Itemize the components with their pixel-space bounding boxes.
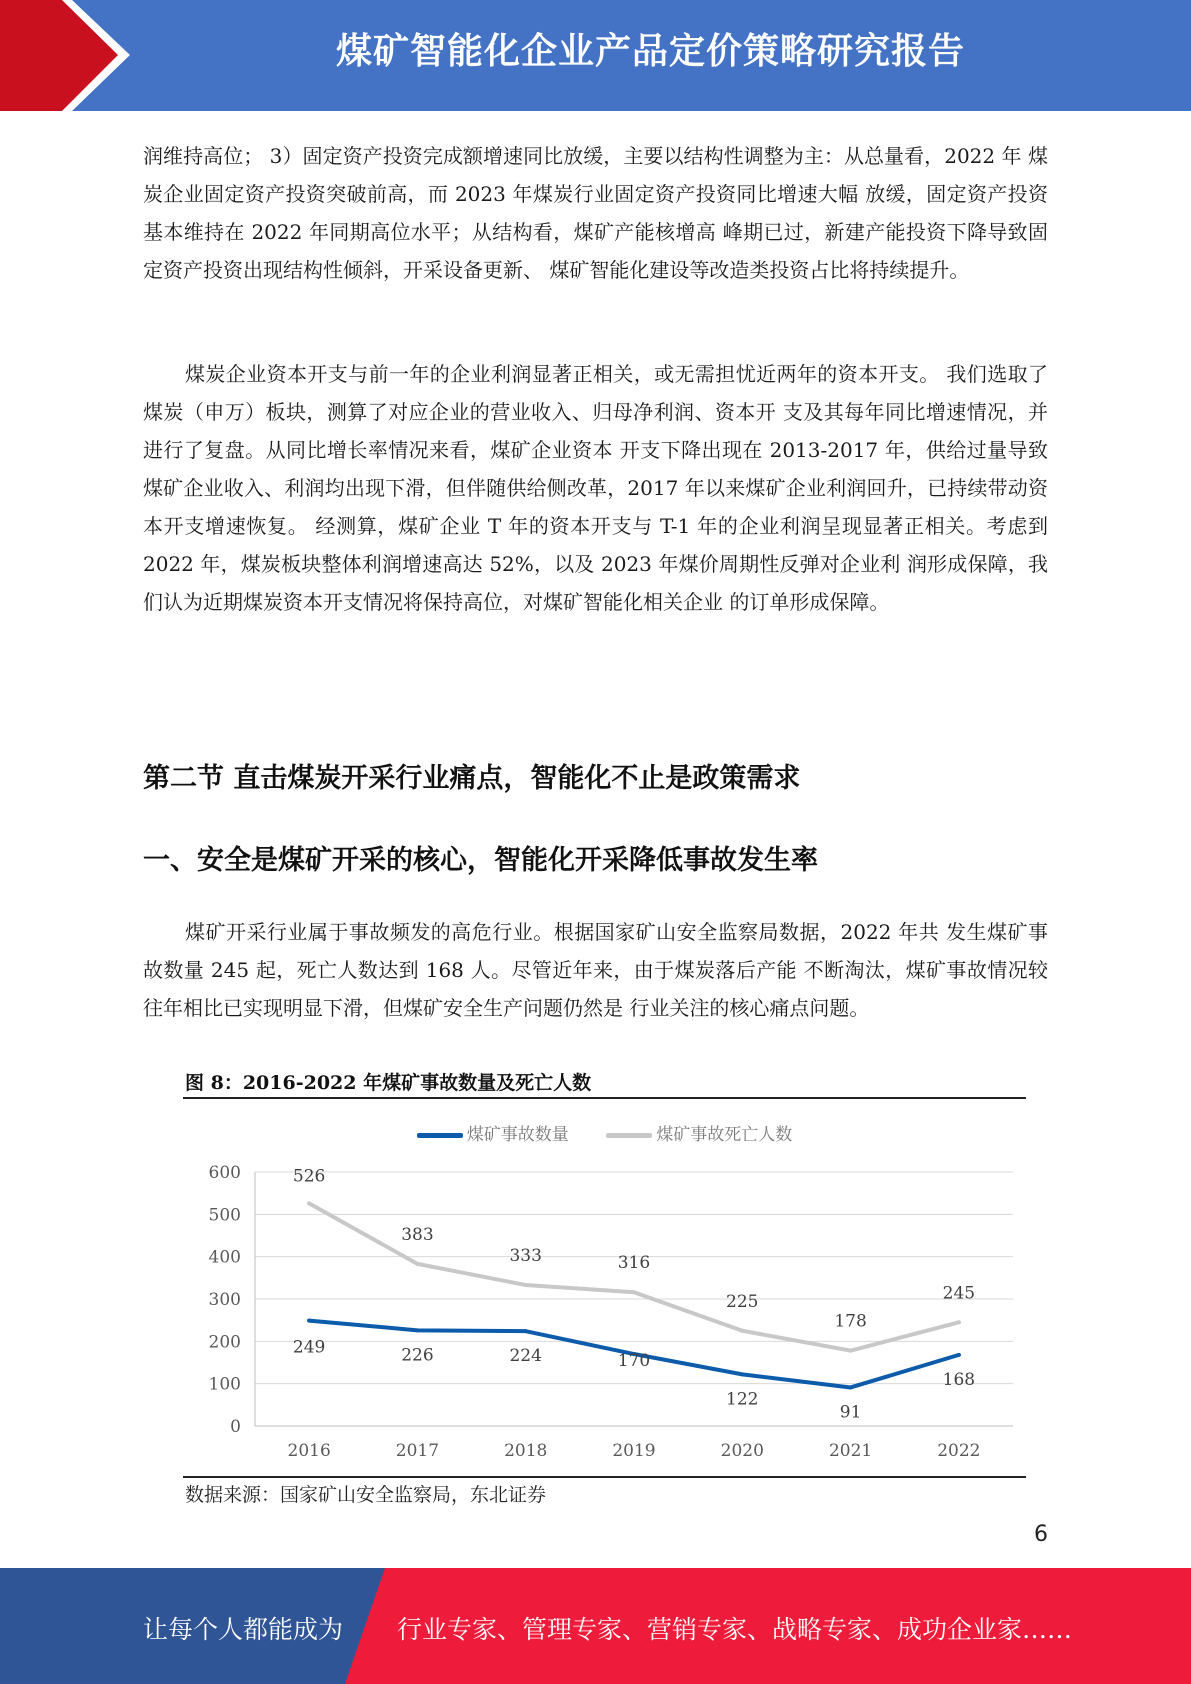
data-label-accidents: 249 <box>292 1337 326 1358</box>
data-label-deaths: 178 <box>834 1311 867 1332</box>
data-label-deaths: 526 <box>292 1166 326 1187</box>
x-tick-label: 2018 <box>504 1441 548 1461</box>
footer-roles: 行业专家、管理专家、营销专家、战略专家、成功企业家…… <box>397 1615 1073 1644</box>
accident-chart <box>183 1108 1026 1478</box>
y-tick-label: 600 <box>208 1163 241 1183</box>
page-header <box>0 0 1191 111</box>
legend-label-accidents: 煤矿事故数量 <box>466 1125 569 1145</box>
data-point-deaths <box>415 1262 419 1266</box>
x-tick-label: 2022 <box>937 1441 981 1461</box>
y-tick-label: 100 <box>208 1374 241 1395</box>
data-label-accidents: 226 <box>401 1345 434 1366</box>
y-tick-label: 200 <box>208 1332 241 1353</box>
footer-slogan: 让每个人都能成为 <box>143 1615 344 1644</box>
data-point-deaths <box>957 1320 961 1324</box>
data-point-accidents <box>740 1372 744 1376</box>
x-tick-label: 2016 <box>287 1441 331 1461</box>
x-tick-label: 2017 <box>395 1441 440 1461</box>
x-tick-label: 2021 <box>828 1441 873 1461</box>
data-point-accidents <box>849 1385 853 1389</box>
data-point-deaths <box>740 1329 744 1333</box>
figure-bottom-rule <box>183 1476 1026 1478</box>
paragraph-safety: 煤矿开采行业属于事故频发的高危行业。根据国家矿山安全监察局数据，2022 年共 发生煤矿事故数量 245 起，死亡人数达到 168 人。尽管近年来，由于煤炭落后产能 不断淘汰，煤矿事故情况较往年相比已实现明显下滑，但煤矿安全生产问题仍然是 行业关注的核心痛点问题。 <box>143 920 1048 1020</box>
y-tick-label: 300 <box>208 1290 241 1310</box>
data-label-deaths: 316 <box>617 1253 651 1274</box>
figure-source: 数据来源：国家矿山安全监察局，东北证券 <box>185 1484 547 1506</box>
data-point-deaths <box>307 1201 311 1205</box>
legend-item-accidents <box>417 1120 569 1145</box>
data-label-deaths: 333 <box>509 1246 542 1267</box>
data-label-deaths: 245 <box>942 1283 976 1304</box>
data-label-deaths: 225 <box>726 1291 759 1312</box>
legend-item-deaths <box>606 1120 792 1145</box>
paragraph-capex: 煤炭企业资本开支与前一年的企业利润显著正相关，或无需担忧近两年的资本开支。 我们选取了煤炭（申万）板块，测算了对应企业的营业收入、归母净利润、资本开 支及其每年同比增速情况，并进行了复盘。从同比增长率情况来看，煤矿企业资本 开支下降出现在 2013-2017 年，供给过量导致煤矿企业收入、利润均出现下滑，但伴随供给侧改革，2017 年以来煤矿企业利润回升，已持续带动资本开支增速恢复。 经测算，煤矿企业 T 年的资本开支与 T-1 年的企业利润呈现显著正相关。考虑到 2022 年，煤炭板块整体利润增速高达 52%，以及 2023 年煤价周期性反弹对企业利 润形成保障，我们认为近期煤炭资本开支情况将保持高位，对煤矿智能化相关企业 的订单形成保障。 <box>143 362 1048 614</box>
data-label-accidents: 224 <box>509 1346 542 1367</box>
data-point-accidents <box>957 1353 961 1357</box>
subsection-title: 一、安全是煤矿开采的核心，智能化开采降低事故发生率 <box>143 845 818 876</box>
figure-title: 图 8：2016-2022 年煤矿事故数量及死亡人数 <box>185 1072 592 1094</box>
data-point-deaths <box>849 1349 853 1353</box>
y-tick-label: 0 <box>230 1417 241 1437</box>
legend-swatch-deaths <box>606 1133 652 1138</box>
paragraph-investment: 润维持高位； 3）固定资产投资完成额增速同比放缓，主要以结构性调整为主：从总量看，2022 年 煤炭企业固定资产投资突破前高，而 2023 年煤炭行业固定资产投资同比增速大幅 放缓，固定资产投资基本维持在 2022 年同期高位水平；从结构看，煤矿产能核增高 峰期已过，新建产能投资下降导致固定资产投资出现结构性倾斜，开采设备更新、 煤矿智能化建设等改造类投资占比将持续提升。 <box>143 144 1048 282</box>
section-title: 第二节 直击煤炭开采行业痛点，智能化不止是政策需求 <box>143 763 801 794</box>
data-point-accidents <box>524 1329 528 1333</box>
legend-swatch-accidents <box>417 1133 463 1138</box>
data-point-deaths <box>524 1283 528 1287</box>
page-number: 6 <box>1034 1522 1048 1547</box>
x-tick-label: 2020 <box>720 1441 764 1461</box>
data-label-accidents: 170 <box>617 1351 651 1372</box>
chart-legend <box>183 1120 1026 1145</box>
data-label-accidents: 122 <box>726 1389 759 1410</box>
data-label-deaths: 383 <box>401 1224 434 1245</box>
data-point-accidents <box>307 1319 311 1323</box>
figure-top-rule <box>183 1097 1026 1099</box>
x-tick-label: 2019 <box>612 1441 656 1461</box>
data-label-accidents: 91 <box>839 1402 862 1423</box>
data-point-deaths <box>632 1290 636 1294</box>
y-tick-label: 400 <box>208 1247 241 1268</box>
legend-label-deaths: 煤矿事故死亡人数 <box>656 1125 793 1145</box>
chart-plot <box>183 1108 1026 1478</box>
report-title: 煤矿智能化企业产品定价策略研究报告 <box>335 31 965 72</box>
data-label-accidents: 168 <box>942 1369 976 1390</box>
data-point-accidents <box>415 1328 419 1332</box>
y-tick-label: 500 <box>208 1205 241 1226</box>
